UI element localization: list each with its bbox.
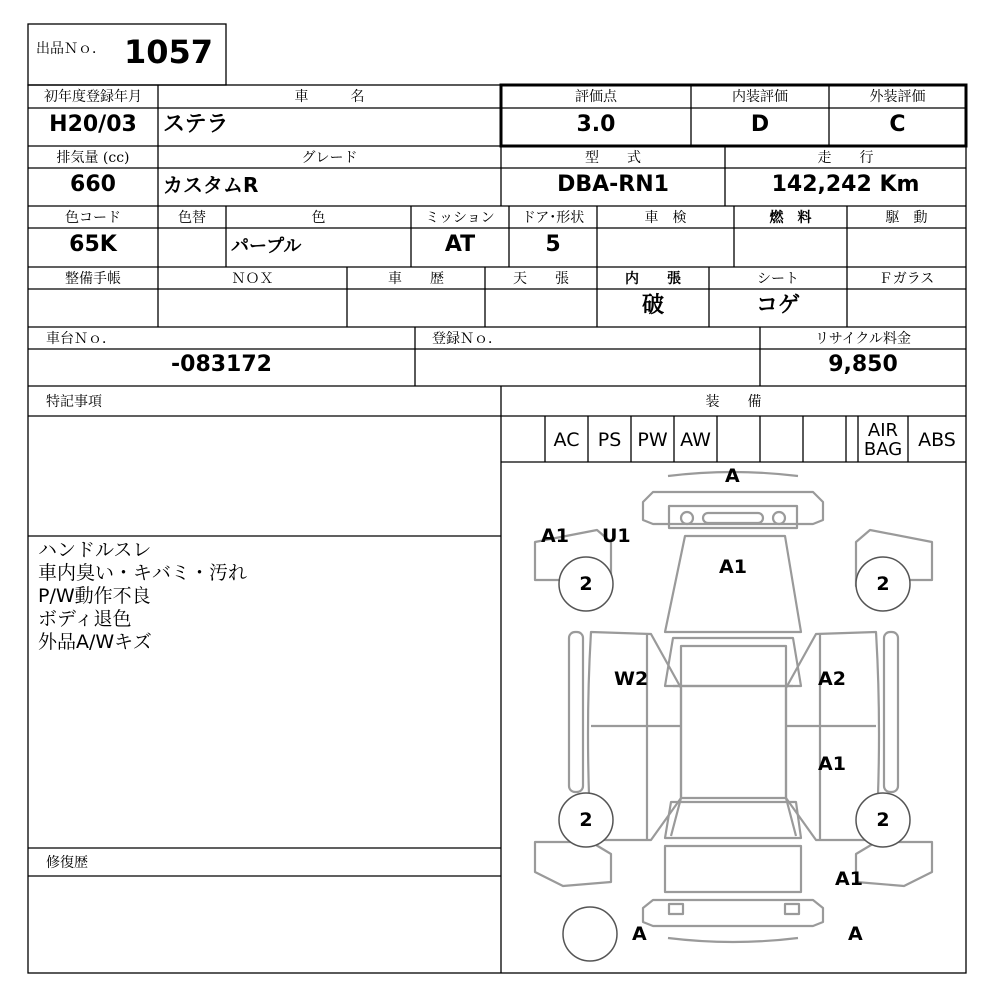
lot-label: 出品Ｎｏ． xyxy=(36,41,106,57)
color-value: パープル xyxy=(231,236,302,257)
damage-left-front-door: W2 xyxy=(614,668,649,690)
damage-rear-bumper-left: A xyxy=(632,923,647,945)
equipment-label: 装 備 xyxy=(705,394,762,410)
inspection-label: 車 検 xyxy=(644,210,687,226)
remarks-line: ボディ退色 xyxy=(38,608,132,630)
score-value: 3.0 xyxy=(576,112,616,137)
damage-rear-right: A1 xyxy=(835,868,863,890)
drive-label: 駆 動 xyxy=(885,210,928,226)
equipment-item xyxy=(803,418,846,462)
exterior-grade-value: C xyxy=(889,112,906,137)
equipment-item-airbag: AIR BAG xyxy=(863,420,903,460)
nox-label: ＮＯＸ xyxy=(231,271,274,287)
lot-number: 1057 xyxy=(124,33,214,71)
service-record-label: 整備手帳 xyxy=(65,271,121,287)
damage-hood: A1 xyxy=(719,556,747,578)
remarks-line: ハンドルスレ xyxy=(38,539,152,561)
equipment-item-ps: PS xyxy=(597,429,622,451)
tire-rear-left-value: 2 xyxy=(579,809,593,831)
grade-label: グレード xyxy=(301,150,358,166)
displacement-value: 660 xyxy=(70,172,116,197)
left-rear-fender xyxy=(535,842,611,886)
car-diagram xyxy=(501,462,966,973)
recycle-fee-label: リサイクル料金 xyxy=(814,331,912,347)
damage-rear-bumper-right: A xyxy=(848,923,863,945)
damage-front-glass: U1 xyxy=(602,525,631,547)
left-side-skirt xyxy=(569,632,583,792)
damage-right-rear-door: A1 xyxy=(818,753,846,775)
inner-panel-label: 内 張 xyxy=(625,271,681,287)
rear-glass xyxy=(665,802,801,838)
interior-grade-value: D xyxy=(750,112,770,137)
chassis-no-label: 車台Ｎｏ． xyxy=(46,331,116,347)
color-code-label: 色コード xyxy=(65,210,121,226)
tire-front-right-value: 2 xyxy=(876,573,890,595)
reg-date-value: H20/03 xyxy=(49,112,137,137)
remarks-line: 外品A/Wキズ xyxy=(38,631,152,653)
spare-tire xyxy=(563,907,617,961)
model-value: DBA-RN1 xyxy=(557,172,669,197)
tailgate xyxy=(665,846,801,892)
left-headlight xyxy=(681,512,693,524)
mission-value: AT xyxy=(444,232,476,257)
registration-no-label: 登録Ｎｏ． xyxy=(432,331,502,347)
right-headlight xyxy=(773,512,785,524)
tire-front-left-value: 2 xyxy=(579,573,593,595)
displacement-label: 排気量 (cc) xyxy=(56,150,130,166)
seat-value: コゲ xyxy=(755,293,800,318)
repair-history-label: 修復歴 xyxy=(46,855,88,871)
mission-label: ミッション xyxy=(425,210,495,226)
door-label: ドア･形状 xyxy=(521,210,585,226)
equipment-item-aw: AW xyxy=(680,429,711,451)
mileage-value: 142,242 Km xyxy=(771,172,920,197)
equipment-item xyxy=(501,418,545,462)
right-rear-fender xyxy=(856,842,932,886)
color-label: 色 xyxy=(311,210,326,226)
roof xyxy=(681,646,786,798)
car-name-label: 車 名 xyxy=(294,89,365,105)
model-label: 型 式 xyxy=(585,150,641,166)
mileage-label: 走 行 xyxy=(817,150,874,166)
right-taillight xyxy=(785,904,799,914)
hood xyxy=(665,536,801,632)
front-glass-label: Ｆガラス xyxy=(878,271,935,287)
remarks-line: P/W動作不良 xyxy=(38,585,151,607)
rear-bumper-line xyxy=(668,938,798,942)
grade-value: カスタムR xyxy=(163,173,259,197)
seat-label: シート xyxy=(757,271,799,287)
inner-panel-value: 破 xyxy=(641,293,664,318)
equipment-item-abs: ABS xyxy=(918,429,956,451)
score-label: 評価点 xyxy=(575,89,617,105)
left-taillight xyxy=(669,904,683,914)
damage-front-bumper: A xyxy=(725,465,740,487)
interior-grade-label: 内装評価 xyxy=(732,89,788,105)
equipment-item-pw: PW xyxy=(637,429,668,451)
color-code-value: 65K xyxy=(69,232,117,257)
roof-lining-label: 天 張 xyxy=(513,271,569,287)
chassis-no-value: -083172 xyxy=(171,352,272,377)
equipment-item xyxy=(760,418,803,462)
exterior-grade-label: 外装評価 xyxy=(869,89,926,105)
equipment-item-ac: AC xyxy=(553,429,580,451)
remarks-line: 車内臭い・キバミ・汚れ xyxy=(38,562,248,584)
reg-date-label: 初年度登録年月 xyxy=(44,89,142,105)
history-label: 車 歴 xyxy=(388,271,444,287)
fuel-label: 燃 料 xyxy=(769,210,812,226)
remarks-label: 特記事項 xyxy=(46,394,102,410)
repaint-label: 色替 xyxy=(178,210,206,226)
right-side-skirt xyxy=(884,632,898,792)
equipment-item xyxy=(717,418,760,462)
tire-rear-right-value: 2 xyxy=(876,809,890,831)
damage-right-front-door: A2 xyxy=(818,668,846,690)
front-emblem xyxy=(703,513,763,523)
door-value: 5 xyxy=(545,232,561,257)
car-name-value: ステラ xyxy=(163,112,229,137)
recycle-fee-value: 9,850 xyxy=(828,352,898,377)
damage-left-front-fender: A1 xyxy=(541,525,569,547)
